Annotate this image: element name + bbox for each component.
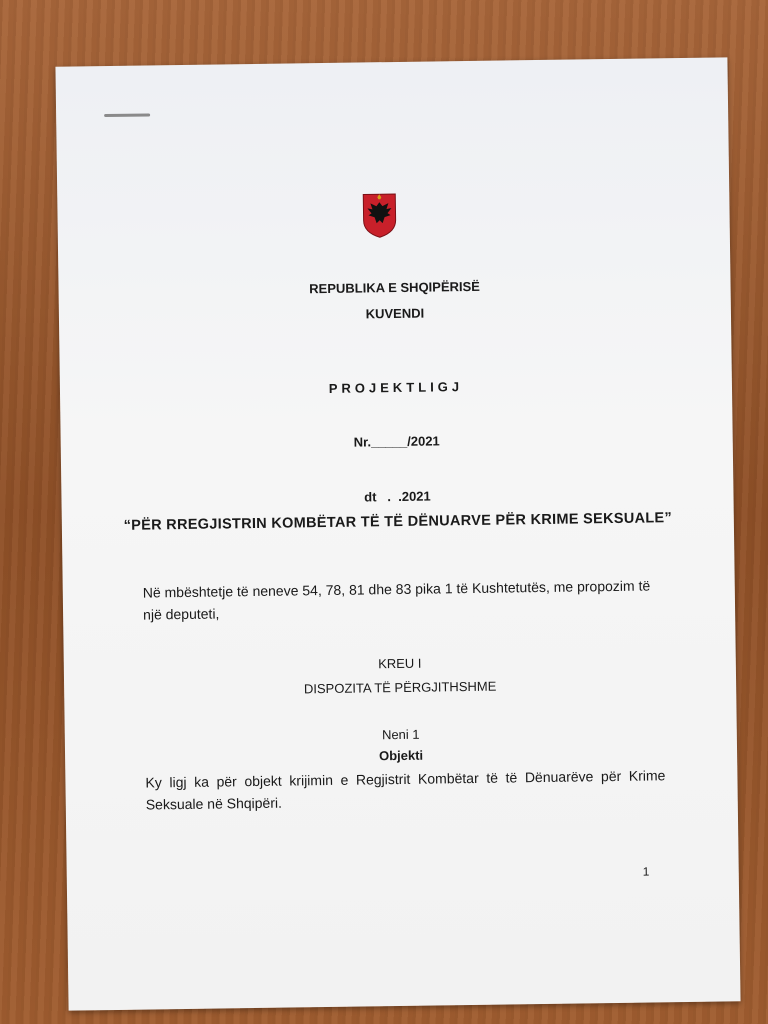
albania-emblem-icon (361, 190, 398, 238)
chapter-heading: KREU I (378, 655, 422, 672)
law-title: “PËR RREGJISTRIN KOMBËTAR TË TË DËNUARVE PËR KRIME SEKSUALE” (123, 510, 673, 534)
chapter-title: DISPOZITA TË PËRGJITHSHME (303, 678, 497, 697)
staple (104, 113, 150, 117)
intro-paragraph: Në mbështetje të neneve 54, 78, 81 dhe 83 pika 1 të Kushtetutës, me propozim të një deputeti, (142, 577, 651, 623)
assembly-heading: KUVENDI (365, 305, 425, 322)
republic-heading: REPUBLIKA E SHQIPËRISË (309, 278, 481, 297)
article-title: Objekti (378, 747, 424, 764)
document-number: Nr._____/2021 (353, 433, 440, 450)
document-date: dt . .2021 (364, 488, 431, 505)
article-number: Neni 1 (381, 726, 420, 743)
document-type-heading: PROJEKTLIGJ (328, 379, 464, 396)
article-text: Ky ligj ka për objekt krijimin e Regjistrit Kombëtar të të Dënuarëve për Krime Seksuale në Shqipëri. (145, 767, 666, 813)
document-page (55, 57, 740, 1010)
page-number: 1 (642, 864, 650, 879)
